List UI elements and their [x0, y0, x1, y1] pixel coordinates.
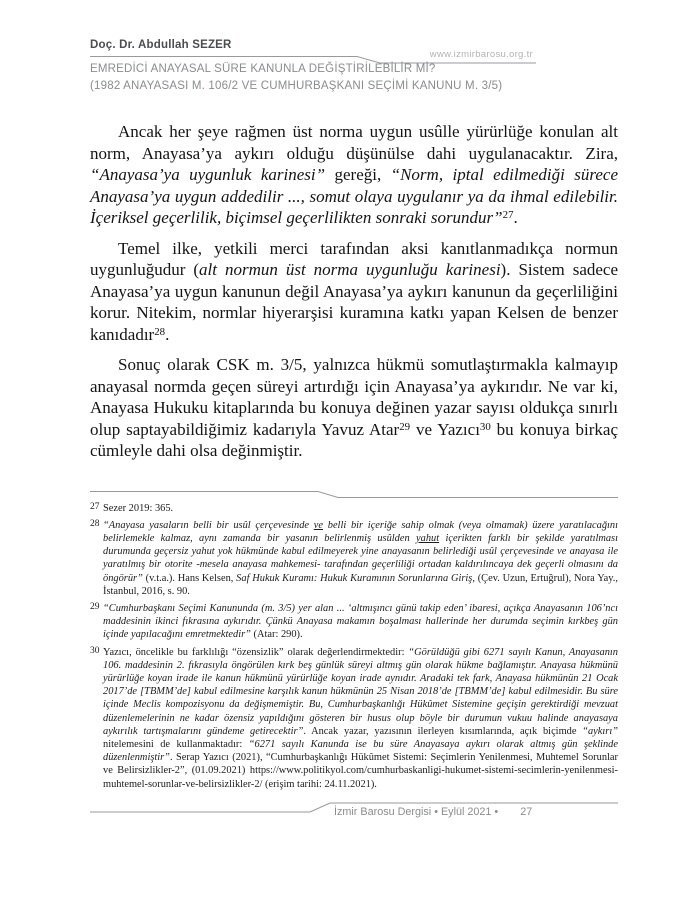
footnote-number: 30: [90, 645, 100, 656]
page-footer: [334, 806, 532, 818]
footnote-text: “Cumhurbaşkanı Seçimi Kanununda (m. 3/5) yer alan ... ‘altmışıncı günü takip eden’ ibaresi, açıkça Anayasanın 106’ncı maddesinin ikinci fıkrasına aykırıdır. Çünkü Anayasa makamın boşalması hallerinde her durumda seçimin kırkbeş gün içinde yapılacağını emretmektedir” (Atar: 290).: [103, 602, 618, 641]
footnote-text: Sezer 2019: 365.: [103, 502, 174, 514]
footnotes-section: [90, 502, 618, 791]
article-body: [90, 121, 618, 462]
footnote-30: [90, 646, 618, 791]
author-name: Doç. Dr. Abdullah SEZER: [90, 39, 232, 51]
journal-name-and-issue: İzmir Barosu Dergisi • Eylül 2021 •: [334, 806, 499, 818]
footnote-divider-rule: [90, 490, 618, 499]
footnote-number: 27: [90, 501, 100, 512]
footnote-number: 29: [90, 601, 100, 612]
page-content: [90, 38, 618, 795]
journal-website: www.izmirbarosu.org.tr: [429, 49, 533, 60]
page-number: 27: [520, 806, 533, 818]
footnote-text: “Anayasa yasaların belli bir usûl çerçevesinde ve belli bir içeriğe sahip olmak (veya olmamak) üzere yaratılacağını belirlemekle kalmaz, aynı zamanda bir yasanın belirlenmiş usûlden yahut içerikten farklı bir şekilde yaratılması durumunda geçersiz yahut yok hükmünde kabul edilmeyerek yine anayasanın belirlediği usûl çerçevesinde ve anayasa ile yaratılmış bir otorite -mesela anayasa mahkemesi- tarafından geçerliliği ortadan kaldırılıncaya dek geçerli olmasını da öngörür” (v.t.a.). Hans Kelsen, Saf Hukuk Kuramı: Hukuk Kuramının Sorunlarına Giriş, (Çev. Uzun, Ertuğrul), Nora Yay., İstanbul, 2016, s. 90.: [103, 519, 618, 597]
body-paragraph-2: Temel ilke, yetkili merci tarafından aksi kanıtlanmadıkça normun uygunluğudur (alt normun üst norma uygunluğu karinesi). Sistem sadece Anayasa’ya uygun kanunun değil Anayasa’ya aykırı kanunun da geçerliliğini korur. Nitekim, normlar hiyerarşisi kuramına katkı yapan Kelsen de benzer kanıdadır$^{28}$.: [90, 238, 619, 344]
footnote-28: [90, 519, 618, 598]
article-title-line-1: EMREDİCİ ANAYASAL SÜRE KANUNLA DEĞİŞTİRİLEBİLİR Mİ?: [90, 63, 436, 75]
footnote-text: Yazıcı, öncelikle bu farklılığı “özensizlik” olarak değerlendirmektedir: “Görüldüğü gibi 6271 sayılı Kanun, Anayasanın 106. maddesinin 2. fıkrasıyla öngörülen kırk beş günlük süreyi altmış gün olarak hükme bağlamıştır. Anayasa hükmünü yürürlüğe koyan irade ile kanun hükmünü yürürlüğe koyan irade aynıdır. Aradaki tek fark, Anayasa hükmünün 21 Ocak 2017’de [TBMM’de] kabul edilmesine karşılık kanun hükmünün 25 Nisan 2018’de [TBMM’de] kabul edilmesidir. Bu süre içinde Meclis kompozisyonu da değişmemiştir. Bu, Cumhurbaşkanlığı Hükûmet Sistemine geçişin gerektirdiği mevzuat düzenlemelerinin ne kadar özensiz yapıldığını gösteren bir husus olup böyle bir durumun vukuu halinde anayasaya aykırılık tartışmalarını gündeme getirecektir”. Ancak yazar, yazısının ilerleyen kısımlarında, açık biçimde “aykırı” nitelemesini de kullanmaktadır: “6271 sayılı Kanunda ise bu süre Anayasaya aykırı olarak altmış gün şeklinde düzenlenmiştir”. Serap Yazıcı (2021), “Cumhurbaşkanlığı Hükûmet Sistemi: Seçimlerin Yenilenmesi, Muhtemel Sorunlar ve Belirsizlikler-2”, (01.09.2021) https://www.politikyol.com/cumhurbaskanligi-hukumet-sistemi-secimlerin-yenilenmesi-muhtemel-sorunlar-ve-belirsizlikler-2/ (erişim tarihi: 24.11.2021).: [103, 646, 618, 790]
body-paragraph-3: Sonuç olarak CSK m. 3/5, yalnızca hükmü somutlaştırmakla kalmayıp anayasal normda geçen süreyi artırdığı için Anayasa’ya aykırıdır. Ne var ki, Anayasa Hukuku kitaplarında bu konuya değinen yazar sayısı oldukça sınırlı olup saptayabildiğimiz kadarıyla Yavuz Atar$^{29}$ ve Yazıcı$^{30}$ bu konuya birkaç cümleyle dahi olsa değinmiştir.: [90, 355, 618, 460]
footnote-number: 28: [90, 518, 100, 529]
article-title-line-2: (1982 ANAYASASI M. 106/2 VE CUMHURBAŞKANI SEÇİMİ KANUNU M. 3/5): [90, 80, 503, 92]
page-header: [90, 38, 618, 96]
footnote-29: [90, 602, 618, 642]
body-paragraph-1: Ancak her şeye rağmen üst norma uygun usûlle yürürlüğe konulan alt norm, Anayasa’ya aykırı olduğu düşünülse dahi uygulanacaktır. Zira, “Anayasa’ya uygunluk karinesi” gereği, “Norm, iptal edilmediği sürece Anayasa’ya uygun addedilir ..., somut olaya uygulanır ya da ihmal edilebilir. İçeriksel geçerlilik, biçimsel geçerlilikten sonraki sorundur”$^{27}$.: [90, 122, 618, 227]
footnote-27: [90, 502, 618, 515]
